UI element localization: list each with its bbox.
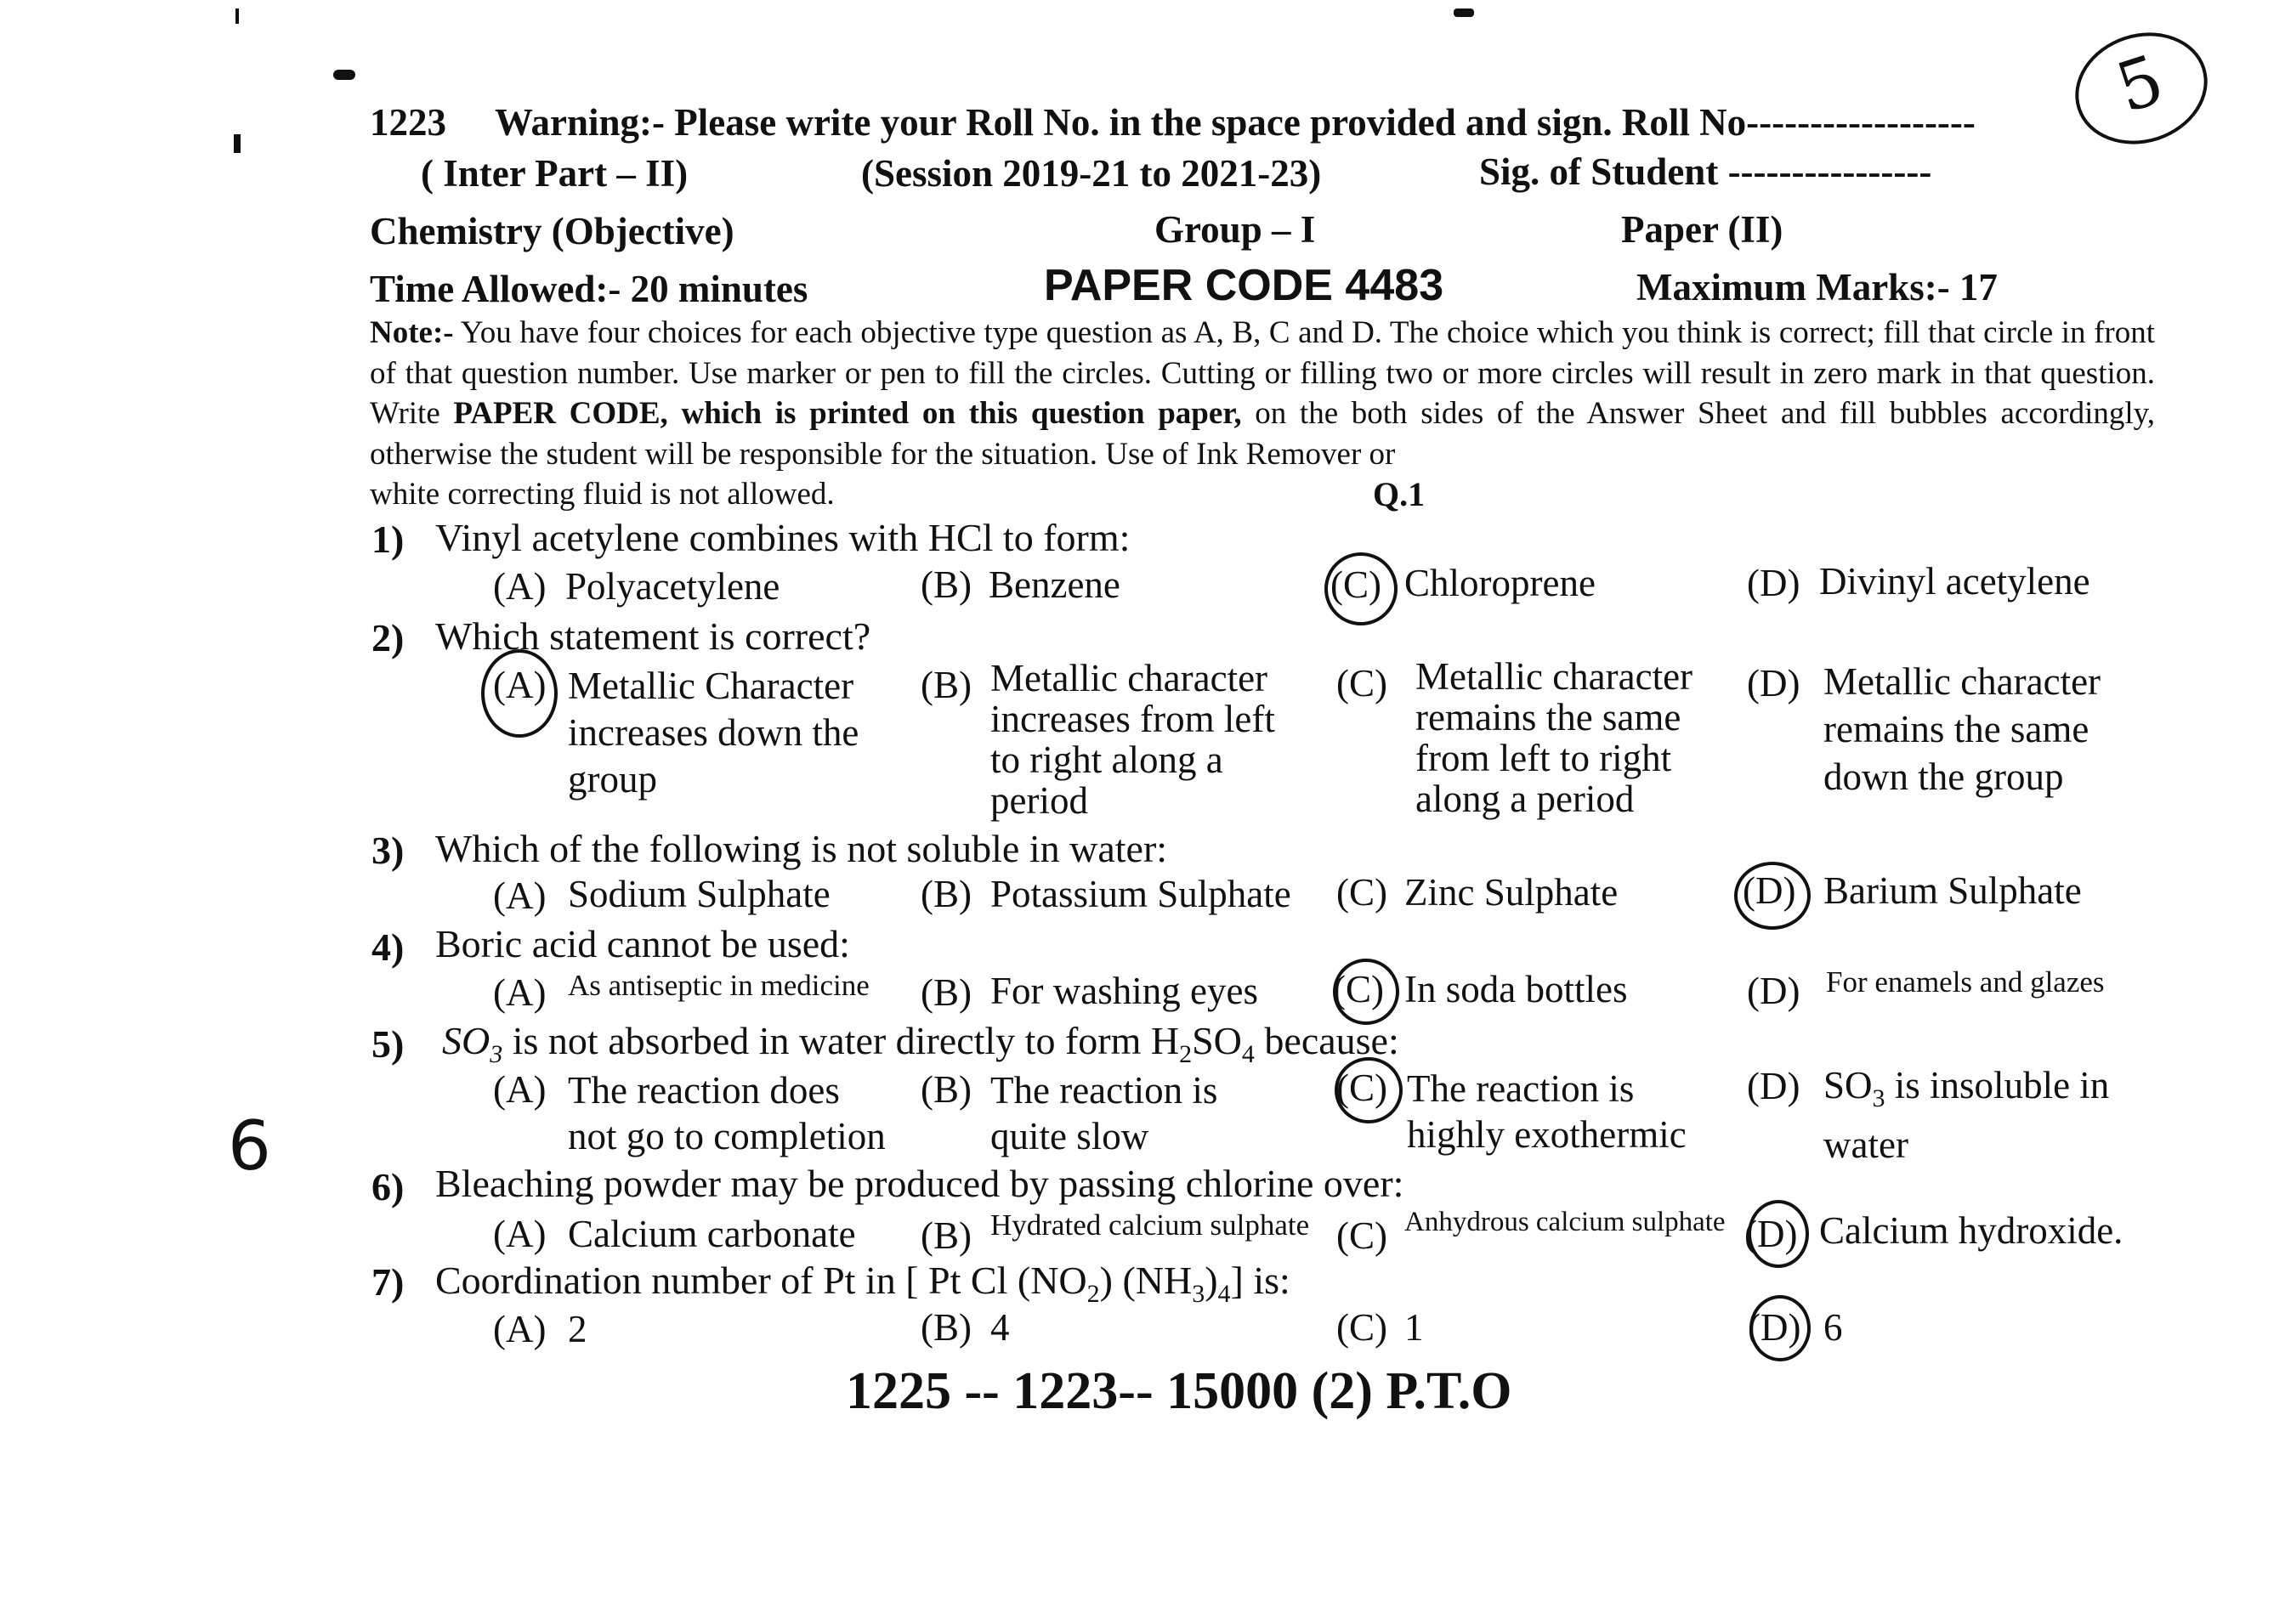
option-a: [568, 1067, 886, 1159]
option-label: (C): [1333, 968, 1384, 1010]
answer-circle: [1734, 862, 1811, 930]
option-b: Hydrated calcium sulphate: [990, 1208, 1310, 1242]
note-bold: PAPER CODE, which is printed on this question paper,: [453, 396, 1242, 431]
option-a: [568, 663, 859, 803]
option-b: Benzene: [989, 563, 1120, 606]
option-c: Anhydrous calcium sulphate: [1404, 1207, 1726, 1237]
option-b: [990, 658, 1275, 821]
subscript: 2: [1179, 1040, 1193, 1069]
answer-circle: [481, 649, 558, 738]
paper: Paper (II): [1621, 208, 1783, 251]
option-d: For enamels and glazes: [1826, 965, 2105, 999]
option-label: (B): [921, 873, 972, 915]
paper-number: 1223: [370, 101, 446, 144]
text-part: ] is:: [1230, 1259, 1290, 1302]
option-c: 1: [1404, 1306, 1424, 1349]
option-b: For washing eyes: [990, 970, 1258, 1012]
question-text: Which of the following is not soluble in water:: [435, 827, 1168, 870]
option-d-line: remains the same: [1823, 708, 2089, 750]
option-b-line: Metallic character: [990, 657, 1268, 699]
option-a-line: group: [568, 758, 657, 801]
option-b-line: The reaction is: [990, 1069, 1218, 1112]
option-label: (B): [921, 664, 972, 706]
question-number: 3): [371, 829, 405, 872]
warning-text: Warning:- Please write your Roll No. in the space provided and sign. Roll No------------------: [495, 101, 1976, 144]
option-d: Barium Sulphate: [1823, 869, 2082, 912]
option-label: (B): [921, 1068, 972, 1111]
answer-circle: [1749, 1295, 1811, 1361]
option-b-line: increases from left: [990, 698, 1275, 740]
text-part: SO: [1192, 1019, 1242, 1062]
note-text-2: on the both sides of the Answer Sheet and fill bubbles accordingly, otherwise the student will be responsible for the situation. Use of Ink Remover or: [370, 396, 2155, 472]
option-c-line: remains the same: [1415, 696, 1681, 738]
instructions-note: [370, 313, 2155, 515]
option-c: Zinc Sulphate: [1404, 871, 1619, 914]
text-part: SO: [1823, 1064, 1873, 1106]
margin-mark: 6: [228, 1106, 271, 1185]
option-d: Divinyl acetylene: [1819, 560, 2090, 603]
option-label: (A): [493, 565, 547, 608]
text-part: because:: [1254, 1019, 1399, 1062]
option-d-line: down the group: [1823, 755, 2064, 798]
group: Group – I: [1154, 208, 1316, 251]
question-text: Bleaching powder may be produced by passing chlorine over:: [435, 1162, 1404, 1205]
student-signature: Sig. of Student ----------------: [1479, 150, 1932, 193]
answer-circle: [1748, 1200, 1809, 1268]
option-b: Potassium Sulphate: [990, 873, 1291, 915]
option-a: Sodium Sulphate: [568, 873, 831, 915]
option-d: [1823, 658, 2101, 801]
scan-speck: [235, 8, 239, 24]
answer-circle: [1333, 959, 1399, 1025]
option-a: Polyacetylene: [565, 565, 780, 608]
option-d: 6: [1823, 1306, 1843, 1349]
option-label: (C): [1336, 1306, 1387, 1349]
question-number: 2): [371, 616, 405, 659]
option-c-line: The reaction is: [1407, 1067, 1635, 1110]
option-a: As antiseptic in medicine: [568, 969, 870, 1002]
note-label: Note:-: [370, 315, 454, 350]
answer-circle: [1335, 1057, 1403, 1123]
option-b: [990, 1067, 1217, 1159]
note-text-3: white correcting fluid is not allowed.: [370, 477, 835, 512]
option-label: (D): [1747, 970, 1800, 1012]
option-label: (A): [493, 874, 547, 917]
question-text: [435, 1258, 1290, 1309]
answer-circle: [1324, 552, 1398, 625]
question-text: Vinyl acetylene combines with HCl to form:: [435, 516, 1131, 559]
question-text: Boric acid cannot be used:: [435, 922, 850, 965]
note-text: You have four choices for each objective type question as A, B, C and D. The choice which you think is correct; fill that circle in front of that question number. Use marker or pen to fill the circles. Cutting or filling two or more circles will result in zero mark in that question. Write: [370, 315, 2155, 431]
handwritten-marks: 5: [2061, 16, 2222, 161]
scan-speck: [1454, 8, 1474, 17]
option-label: (B): [921, 1214, 972, 1257]
option-label: (C): [1336, 1067, 1387, 1109]
text-part: is not absorbed in water directly to form H: [502, 1019, 1180, 1062]
option-c: [1407, 1066, 1687, 1157]
option-label: (D): [1743, 869, 1796, 912]
option-a-line: increases down the: [568, 711, 859, 754]
option-label: (D): [1747, 1065, 1800, 1107]
option-a-line: not go to completion: [568, 1115, 886, 1157]
scan-speck: [234, 134, 241, 153]
option-label: (D): [1747, 662, 1800, 704]
option-label: (A): [493, 971, 547, 1014]
paper-code: PAPER CODE 4483: [1044, 261, 1444, 310]
option-label: (C): [1336, 871, 1387, 914]
option-c-line: Metallic character: [1415, 655, 1693, 698]
option-label: (B): [921, 1306, 972, 1349]
option-a: 2: [568, 1308, 587, 1350]
subscript: 4: [1241, 1040, 1255, 1069]
question-text: Which statement is correct?: [435, 614, 871, 658]
option-b: 4: [990, 1306, 1010, 1349]
inter-part: ( Inter Part – II): [421, 152, 689, 195]
option-d: Calcium hydroxide.: [1819, 1209, 2123, 1252]
option-d-line: [1823, 1062, 2109, 1122]
scan-speck: [333, 70, 355, 80]
question-number: 6): [371, 1165, 405, 1208]
option-c: Chloroprene: [1404, 562, 1596, 604]
subject: Chemistry (Objective): [370, 210, 734, 252]
option-label: (B): [921, 971, 972, 1014]
option-label: (A): [493, 1213, 547, 1255]
text-part: is insoluble in: [1885, 1064, 2110, 1106]
session: (Session 2019-21 to 2021-23): [861, 152, 1322, 195]
formula-so3: [442, 1019, 503, 1069]
option-label: (A): [493, 664, 547, 706]
option-d-line: Metallic character: [1823, 660, 2101, 703]
text-part: ) (NH: [1099, 1259, 1193, 1302]
text-part: SO: [442, 1019, 490, 1062]
option-b-line: to right along a: [990, 738, 1223, 781]
option-label: (C): [1336, 1214, 1387, 1257]
option-c-line: along a period: [1415, 778, 1635, 820]
question-label: Q.1: [1373, 475, 1426, 513]
subscript: 3: [1872, 1084, 1885, 1112]
option-label: (A): [493, 1308, 547, 1350]
question-text: [442, 1018, 1399, 1069]
option-label: (B): [921, 563, 972, 606]
option-c: [1415, 656, 1692, 819]
option-c-line: highly exothermic: [1407, 1113, 1687, 1156]
text-part: ): [1205, 1259, 1218, 1302]
option-label: (D): [1748, 1306, 1801, 1349]
text-part: Coordination number of Pt in [ Pt Cl (NO: [435, 1259, 1087, 1302]
option-label: (A): [493, 1068, 547, 1111]
option-c: In soda bottles: [1404, 968, 1628, 1010]
option-label: (C): [1336, 662, 1387, 704]
option-b-line: quite slow: [990, 1115, 1149, 1157]
option-d: [1823, 1062, 2109, 1168]
option-d-line: water: [1823, 1123, 1908, 1166]
option-a-line: Metallic Character: [568, 665, 854, 707]
option-b-line: period: [990, 779, 1088, 822]
option-label: (D): [1747, 562, 1800, 604]
question-number: 4): [371, 925, 405, 969]
option-label: (C): [1330, 563, 1381, 606]
option-c-line: from left to right: [1415, 737, 1672, 779]
option-a: Calcium carbonate: [568, 1213, 856, 1255]
footer-code: 1225 -- 1223-- 15000 (2) P.T.O: [846, 1362, 1512, 1420]
question-number: 7): [371, 1260, 405, 1304]
time-allowed: Time Allowed:- 20 minutes: [370, 268, 808, 310]
subscript: 4: [1217, 1280, 1231, 1309]
option-label: (D): [1744, 1213, 1798, 1255]
subscript: 3: [490, 1040, 503, 1069]
question-number: 5): [371, 1022, 405, 1066]
option-a-line: The reaction does: [568, 1069, 840, 1112]
subscript: 3: [1192, 1280, 1205, 1309]
subscript: 2: [1086, 1280, 1100, 1309]
maximum-marks: Maximum Marks:- 17: [1636, 266, 1998, 308]
question-number: 1): [371, 518, 405, 561]
